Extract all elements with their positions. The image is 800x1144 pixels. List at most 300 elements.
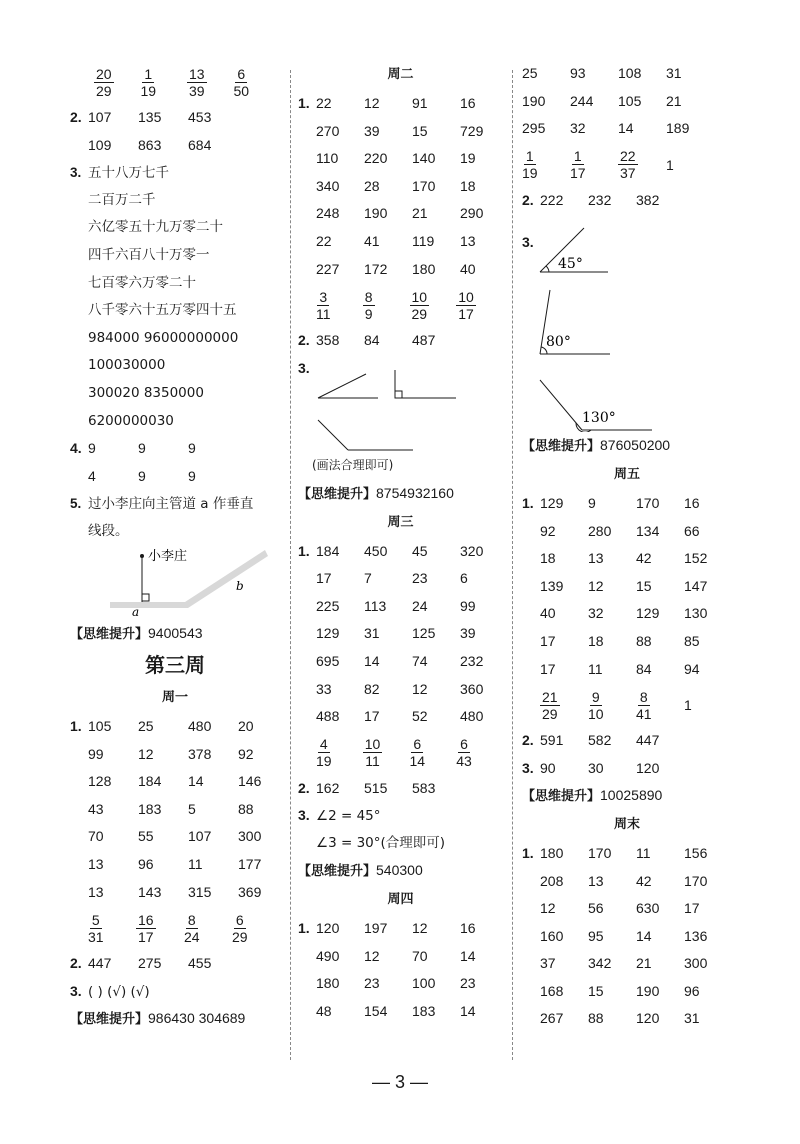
answer-value: 39 [364, 122, 380, 139]
week-title: 第三周 [145, 653, 205, 678]
answer-cells [540, 628, 732, 656]
column-2 [298, 60, 503, 1025]
denominator: 41 [636, 705, 652, 722]
answer-value: 16 [684, 494, 700, 511]
day-heading: 周一 [161, 690, 188, 706]
denominator: 29 [542, 705, 558, 722]
numerator: 16 [138, 911, 154, 928]
answer-value: 32 [570, 120, 586, 137]
answer-value: 7 [364, 570, 372, 587]
answer-value: 480 [188, 718, 212, 735]
answer-row [298, 703, 503, 731]
fraction [232, 912, 280, 945]
answer-row [522, 573, 732, 601]
answer-cells [540, 545, 732, 573]
answer-value: 232 [460, 652, 484, 669]
denominator: 31 [88, 928, 104, 945]
fraction [187, 66, 234, 99]
numerator: 1 [144, 65, 153, 82]
answer-cells [88, 741, 288, 769]
answer-value: 180 [540, 844, 564, 861]
answer-value: 232 [588, 191, 612, 208]
answer-cells [88, 851, 288, 879]
answer-line [70, 490, 280, 518]
answer-value: 360 [460, 680, 484, 697]
answer-value: 12 [364, 947, 380, 964]
answer-value: 342 [588, 955, 612, 972]
answer-value: 136 [684, 927, 708, 944]
numerator: 1 [525, 148, 534, 165]
answer-value: 22 [316, 95, 332, 111]
answer-value: 340 [316, 177, 340, 194]
answer-value: 15 [588, 982, 604, 999]
answer-value: 92 [238, 745, 254, 762]
pipe-diagram [70, 546, 280, 616]
question-3 [70, 159, 280, 435]
answer-cells [88, 463, 238, 491]
fraction-body [588, 689, 604, 722]
denominator: 29 [96, 82, 112, 99]
fraction [94, 66, 141, 99]
column-3 [522, 60, 732, 1033]
answer-value: 487 [412, 332, 436, 349]
answer-cells [88, 104, 238, 132]
answer-value: 582 [588, 732, 612, 749]
answer-value: 41 [364, 232, 380, 249]
answer-cells [540, 950, 732, 978]
answer-value: 70 [412, 947, 428, 964]
answer-value: 119 [412, 232, 435, 249]
answer-value: 9 [138, 467, 146, 484]
answer-cells [540, 840, 732, 868]
denominator: 39 [189, 82, 205, 99]
answer-value: 300 [684, 955, 708, 972]
fraction-body [141, 66, 157, 99]
answer-value: 170 [636, 494, 660, 511]
answer-value: 129 [540, 494, 564, 511]
denominator: 14 [409, 753, 426, 770]
answer-cells [522, 60, 714, 88]
question-number: 1. [522, 844, 534, 861]
answer-text: 线段。 [88, 522, 129, 539]
answer-value: 96 [138, 856, 154, 873]
answer-cells [540, 895, 732, 923]
answer-row [298, 998, 503, 1026]
answer-cells [316, 118, 508, 146]
answer-value: 447 [88, 955, 112, 972]
answer-value: 9 [138, 440, 146, 457]
answer-value: 358 [316, 332, 340, 349]
answer-row [70, 768, 280, 796]
day-heading: 周二 [387, 67, 414, 82]
answer-value: 113 [364, 597, 387, 614]
column-1 [70, 60, 280, 1033]
svg-text:130°: 130° [582, 410, 616, 427]
weekend-question-1 [522, 840, 732, 1033]
numerator: 21 [542, 688, 558, 705]
answer-row [522, 545, 732, 573]
answer-value: 130 [684, 605, 708, 622]
answer-row [70, 823, 280, 851]
answer-value: 108 [618, 65, 642, 81]
numerator: 4 [319, 736, 328, 753]
fraction-body [456, 289, 476, 322]
question-2: 2. 358 84 487 [298, 327, 503, 355]
answer-value: 23 [364, 975, 380, 992]
answer-cells [540, 978, 732, 1006]
answer-value: 13 [88, 856, 104, 873]
answer-line [70, 270, 280, 298]
answer-value: 140 [412, 150, 436, 167]
answer-value: 290 [460, 205, 484, 222]
fraction-row [298, 283, 503, 327]
angle-drawings [298, 364, 503, 452]
answer-value: 180 [412, 260, 436, 277]
answer-value: 56 [588, 900, 604, 917]
numerator: 3 [319, 288, 328, 305]
question-number: 1. [298, 542, 310, 559]
answer-value: 17 [684, 900, 700, 917]
answer-value: 189 [666, 120, 690, 137]
answer-value: 695 [316, 652, 340, 669]
answer-value: 17 [364, 708, 380, 725]
answer-row [298, 90, 503, 118]
answer-value: 105 [88, 718, 112, 735]
day-heading: 周四 [387, 892, 414, 908]
answer-value: 20 [238, 718, 254, 735]
fraction [410, 289, 457, 322]
answer-value: 40 [460, 260, 476, 277]
day1-question-2: 2. 447 275 455 [70, 950, 280, 978]
numerator: 6 [235, 911, 244, 928]
day3-question-3-line2: ∠3 = 30°(合理即可) [316, 834, 446, 851]
question-number: 4. [70, 440, 82, 457]
answer-value: 18 [588, 632, 604, 649]
answer-row [298, 256, 503, 284]
svg-text:45°: 45° [558, 256, 583, 273]
answer-value: 480 [460, 708, 484, 725]
fraction [540, 689, 588, 722]
answer-cells [316, 145, 508, 173]
question-number: 1. [70, 718, 82, 735]
thinking-boost: 【思维提升】9400543 [70, 624, 203, 642]
answer-value: 42 [636, 872, 652, 889]
answer-value: 183 [412, 1002, 436, 1019]
answer-row [522, 518, 732, 546]
answer-cells [316, 228, 508, 256]
answer-value: 152 [684, 550, 708, 567]
answer-cells [540, 490, 732, 518]
answer-row [522, 840, 732, 868]
answer-value: 100 [412, 975, 436, 992]
answer-line [70, 408, 280, 436]
answer-row [70, 132, 280, 160]
answer-value: 12 [138, 745, 154, 762]
answer-value: 25 [522, 65, 538, 81]
answer-value: 13 [588, 872, 604, 889]
answer-value: 244 [570, 92, 594, 109]
denominator: 19 [140, 82, 157, 99]
answer-value: 90 [540, 759, 556, 776]
answer-text: 二百万二千 [88, 191, 156, 208]
numerator: 22 [620, 148, 636, 165]
fraction [522, 148, 570, 181]
day1-question-3: 3. ( ) (√) (√) [70, 982, 150, 1000]
answer-value: 94 [684, 660, 700, 677]
answer-value: 222 [540, 191, 564, 208]
answer-value: 139 [540, 577, 564, 594]
answer-row [522, 895, 732, 923]
answer-cells [88, 132, 238, 160]
fraction [636, 689, 684, 722]
answer-row [298, 943, 503, 971]
answer-value: 16 [460, 920, 476, 937]
answer-row [522, 115, 732, 143]
day3-question-3: 3. ∠2 = 45° [298, 807, 381, 825]
answer-value: 92 [540, 522, 556, 539]
fraction [184, 912, 232, 945]
answer-value: 591 [540, 732, 564, 749]
question-number: 3. [70, 165, 82, 181]
answer-value: 11 [188, 856, 203, 873]
answer-value: 147 [684, 577, 708, 594]
answer-value: 134 [636, 522, 660, 539]
answer-row [522, 88, 732, 116]
answer-value: 184 [138, 773, 162, 790]
answer-text: 984000 96000000000 [88, 329, 239, 346]
numerator: 8 [639, 688, 648, 705]
answer-value: 15 [636, 577, 652, 594]
numerator: 6 [460, 736, 468, 753]
answer-value: 14 [364, 652, 380, 669]
denominator: 24 [184, 928, 200, 945]
thinking-boost: 【思维提升】876050200 [522, 437, 671, 455]
answer-value: 120 [636, 1010, 660, 1027]
answer-cells [316, 538, 508, 566]
answer-cells [316, 620, 508, 648]
answer-value: 9 [588, 494, 596, 511]
answer-value: 9 [88, 440, 96, 457]
numerator: 8 [187, 911, 196, 928]
fraction-body [136, 912, 156, 945]
answer-value: 125 [412, 625, 436, 642]
fraction-row [298, 731, 503, 775]
answer-value: 197 [364, 920, 388, 937]
answer-value: 170 [684, 872, 708, 889]
answer-value: 88 [636, 632, 652, 649]
answer-text: 四千六百八十万零一 [88, 246, 210, 263]
answer-text: 100030000 [88, 357, 166, 374]
answer-value: 18 [460, 177, 476, 194]
answer-value: 23 [460, 975, 476, 992]
fraction-body [410, 289, 430, 322]
answer-value: 156 [684, 844, 708, 861]
answer-cells [316, 593, 508, 621]
answer-value: 21 [412, 205, 428, 222]
answer-value: 91 [412, 95, 428, 111]
answer-value: 74 [412, 652, 428, 669]
answer-line [70, 297, 280, 325]
answer-value: 32 [588, 605, 604, 622]
answer-value: 129 [316, 625, 340, 642]
answer-value: 95 [588, 927, 604, 944]
answer-value: 110 [316, 150, 339, 167]
fraction [410, 736, 457, 769]
answer-value: 13 [88, 883, 104, 900]
answer-value: 22 [316, 232, 332, 249]
answer-value: 107 [188, 828, 212, 845]
answer-value: 84 [364, 332, 380, 349]
answer-value: 31 [684, 1010, 700, 1027]
fraction-row [70, 60, 280, 104]
numerator: 1 [573, 148, 582, 165]
answer-cells [316, 173, 508, 201]
thinking-boost: 【思维提升】540300 [298, 862, 423, 880]
answer-value: 12 [364, 95, 380, 111]
answer-value: 270 [316, 122, 340, 139]
answer-value: 515 [364, 779, 388, 796]
fraction [363, 736, 410, 769]
answer-value: 23 [412, 570, 428, 587]
numerator: 13 [189, 65, 205, 82]
answer-value: 82 [364, 680, 380, 697]
fraction [456, 736, 503, 769]
denominator: 17 [458, 305, 474, 322]
answer-cells [540, 518, 732, 546]
answer-value: 45 [412, 542, 428, 559]
answer-row [298, 173, 503, 201]
answer-row [522, 950, 732, 978]
denominator: 43 [456, 753, 472, 770]
answer-value: 248 [316, 205, 340, 222]
answer-value: 24 [412, 597, 428, 614]
question-number: 5. [70, 496, 82, 512]
answer-value: 99 [460, 597, 476, 614]
answer-value: 168 [540, 982, 564, 999]
answer-value: 28 [364, 177, 380, 194]
denominator: 50 [233, 82, 250, 99]
thinking-boost: 【思维提升】986430 304689 [70, 1010, 246, 1028]
day-heading: 周五 [613, 466, 640, 482]
fraction-row [522, 143, 732, 187]
answer-value: 19 [460, 150, 476, 167]
answer-cells [540, 868, 732, 896]
drawing-note: (画法合理即可) [312, 458, 394, 473]
answer-value: 107 [88, 109, 112, 125]
answer-line [70, 380, 280, 408]
answer-row [298, 676, 503, 704]
answer-row [522, 628, 732, 656]
answer-line [70, 159, 280, 187]
answer-row [298, 915, 503, 943]
answer-value: 135 [138, 109, 162, 125]
day5-question-3: 3. 90 30 120 [522, 755, 732, 783]
day5-question-1 [522, 490, 732, 683]
fraction-body [88, 912, 104, 945]
denominator: 17 [138, 928, 154, 945]
answer-value: 14 [188, 773, 204, 790]
answer-row [70, 713, 280, 741]
answer-value: 18 [540, 550, 556, 567]
numerator: 10 [411, 288, 428, 305]
day5-question-2: 2. 591 582 447 [522, 727, 732, 755]
answer-line [70, 518, 280, 546]
answer-row [298, 970, 503, 998]
fraction-body [94, 66, 114, 99]
answer-row [70, 463, 280, 491]
answer-cells [540, 1005, 732, 1033]
answer-value: 190 [364, 205, 388, 222]
answer-value: 43 [88, 800, 104, 817]
answer-value: 55 [138, 828, 154, 845]
fraction [136, 912, 184, 945]
answer-text: 过小李庄向主管道 a 作垂直 [88, 496, 254, 513]
answer-value: 177 [238, 856, 262, 873]
answer-value: 160 [540, 927, 564, 944]
fraction-body [636, 689, 652, 722]
label-b: b [236, 578, 244, 593]
answer-cells [88, 823, 288, 851]
answer-value: 84 [636, 660, 652, 677]
answer-value: 267 [540, 1010, 564, 1027]
answer-cells [88, 796, 288, 824]
answer-value: 37 [540, 955, 556, 972]
answer-row [298, 565, 503, 593]
answer-value: 12 [412, 680, 428, 697]
answer-row [298, 620, 503, 648]
question-number: 1. [522, 494, 534, 511]
answer-value: 120 [316, 920, 340, 937]
fraction [363, 289, 410, 322]
answer-value: 280 [588, 522, 612, 539]
answer-value: 129 [636, 605, 660, 622]
answer-value: 455 [188, 955, 212, 972]
label-a: a [132, 604, 140, 616]
answer-value: 11 [636, 844, 651, 861]
answer-value: 4 [88, 467, 96, 484]
answer-value: 17 [540, 632, 556, 649]
answer-value: 70 [88, 828, 104, 845]
numerator: 5 [91, 911, 100, 928]
fraction [570, 148, 618, 181]
numerator: 20 [96, 65, 112, 82]
answer-value: 172 [364, 260, 388, 277]
fraction [588, 689, 636, 722]
fraction-body [522, 148, 538, 181]
answer-value: 5 [188, 800, 196, 817]
answer-value: 88 [588, 1010, 604, 1027]
answer-value: 369 [238, 883, 262, 900]
answer-cells [88, 713, 288, 741]
answer-value: 128 [88, 773, 112, 790]
answer-value: 39 [460, 625, 476, 642]
answer-value: 17 [316, 570, 332, 587]
answer-row [522, 60, 732, 88]
answer-value: 184 [316, 542, 340, 559]
answer-row [70, 879, 280, 907]
answer-line [70, 352, 280, 380]
answer-row [522, 923, 732, 951]
fraction [88, 912, 136, 945]
numerator: 6 [413, 736, 422, 753]
answer-cells [522, 88, 714, 116]
fraction-body [316, 289, 331, 322]
answer-line [70, 214, 280, 242]
answer-value: 17 [540, 660, 556, 677]
answer-row [522, 978, 732, 1006]
answer-value: 120 [636, 759, 660, 776]
answer-row [298, 593, 503, 621]
